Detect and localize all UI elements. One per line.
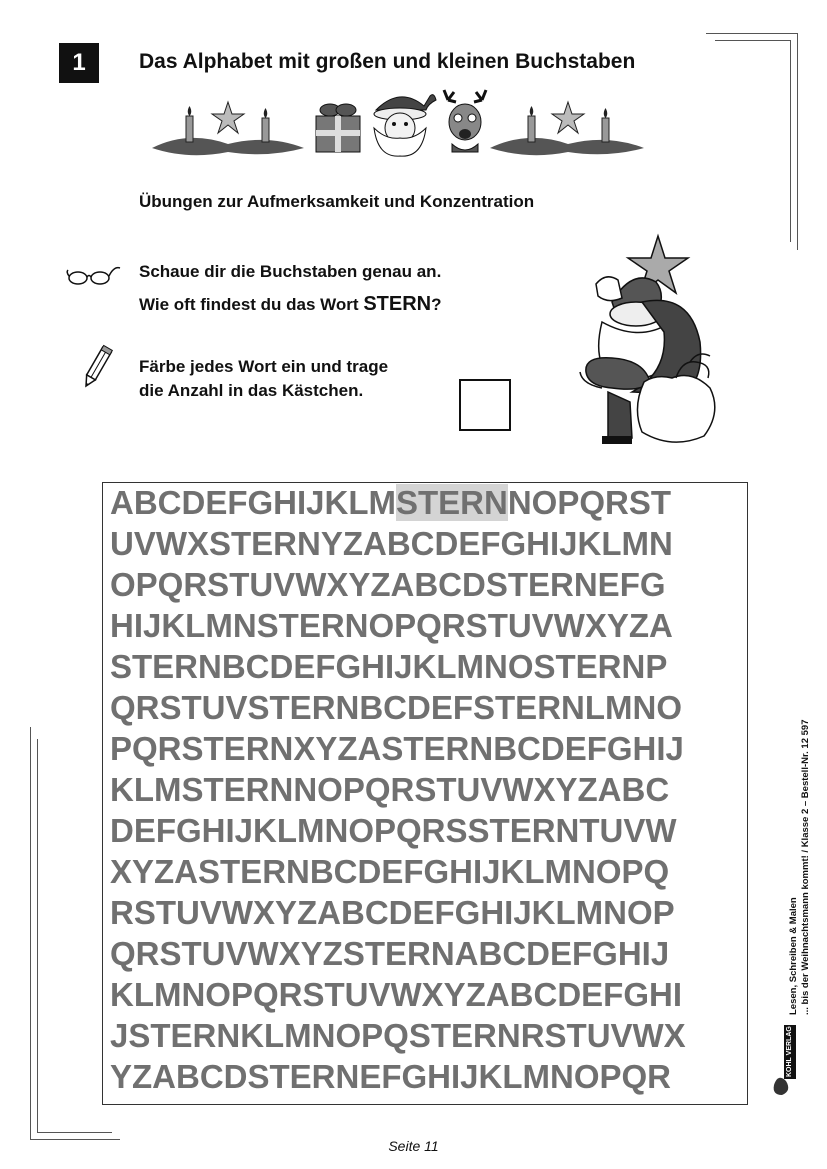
instruction-look-prefix: Wie oft findest du das Wort bbox=[139, 295, 364, 314]
puzzle-row bbox=[110, 1017, 686, 1055]
puzzle-segment: KLMNOPQRSTUVWXYZABCDEFGHI bbox=[110, 976, 682, 1013]
corner-line-top-v1 bbox=[797, 33, 798, 250]
puzzle-segment: XYZASTERNBCDEFGHIJKLMNOPQ bbox=[110, 853, 670, 890]
puzzle-segment: UVWXSTERNYZABCDEFGHIJKLMN bbox=[110, 525, 673, 562]
subtitle: Übungen zur Aufmerksamkeit und Konzentration bbox=[139, 192, 535, 211]
puzzle-segment: ABCDEFGHIJKLM bbox=[110, 484, 396, 521]
side-note bbox=[788, 720, 812, 1016]
instruction-look-line1: Schaue dir die Buchstaben genau an. bbox=[139, 262, 442, 281]
santa-face-illustration bbox=[374, 95, 436, 156]
puzzle-row bbox=[110, 484, 671, 522]
corner-line-bottom-h2 bbox=[37, 1132, 112, 1133]
corner-line-bottom-v1 bbox=[30, 727, 31, 1139]
reindeer-illustration bbox=[444, 90, 486, 152]
target-word: STERN bbox=[363, 293, 432, 315]
candle-garland-right-illustration bbox=[490, 102, 644, 155]
puzzle-row bbox=[110, 1058, 671, 1096]
instruction-look-suffix: ? bbox=[431, 295, 442, 314]
chapter-badge: 1 bbox=[59, 43, 99, 83]
instruction-look-line2 bbox=[139, 292, 442, 316]
pencil-icon bbox=[80, 343, 114, 391]
santa-with-star-illustration bbox=[572, 232, 724, 450]
corner-line-top-h1 bbox=[706, 33, 798, 34]
glasses-icon bbox=[64, 262, 122, 288]
corner-line-bottom-v2 bbox=[37, 739, 38, 1132]
puzzle-segment: KLMSTERNNOPQRSTUVWXYZABC bbox=[110, 771, 670, 808]
answer-box[interactable] bbox=[459, 379, 511, 431]
puzzle-row bbox=[110, 935, 669, 973]
puzzle-row bbox=[110, 812, 677, 850]
instruction-color-line2: die Anzahl in das Kästchen. bbox=[139, 381, 364, 400]
puzzle-segment: STERNBCDEFGHIJKLMNOSTERNP bbox=[110, 648, 668, 685]
puzzle-segment: DEFGHIJKLMNOPQRSSTERNTUVW bbox=[110, 812, 677, 849]
puzzle-segment: QRSTUVWXYZSTERNABCDEFGHIJ bbox=[110, 935, 670, 972]
puzzle-segment: NOPQRST bbox=[507, 484, 672, 521]
page-title: Das Alphabet mit großen und kleinen Buchstaben bbox=[139, 50, 636, 73]
puzzle-row bbox=[110, 525, 673, 563]
highlighted-word[interactable]: STERN bbox=[396, 484, 508, 521]
publisher-logo-mark bbox=[770, 1025, 798, 1097]
side-note-line2: ... bis der Weihnachtsmann kommt! / Klasse 2 – Bestell-Nr. 12 597 bbox=[800, 719, 811, 1015]
christmas-decoration-strip bbox=[148, 88, 648, 160]
gift-box-illustration bbox=[316, 104, 360, 152]
puzzle-row bbox=[110, 853, 669, 891]
puzzle-row bbox=[110, 976, 682, 1014]
puzzle-segment: JSTERNKLMNOPQSTERNRSTUVWX bbox=[110, 1017, 686, 1054]
puzzle-row bbox=[110, 771, 669, 809]
puzzle-segment: YZABCDSTERNEFGHIJKLMNOPQR bbox=[110, 1058, 672, 1095]
publisher-name: KOHL VERLAG bbox=[786, 1026, 793, 1077]
puzzle-segment: PQRSTERNXYZASTERNBCDEFGHIJ bbox=[110, 730, 684, 767]
corner-line-top-h2 bbox=[715, 40, 791, 41]
puzzle-segment: QRSTUVSTERNBCDEFSTERNLMNO bbox=[110, 689, 683, 726]
puzzle-row bbox=[110, 894, 675, 932]
side-note-line1: Lesen, Schreiben & Malen bbox=[788, 897, 799, 1015]
publisher-logo bbox=[770, 1025, 798, 1102]
puzzle-row bbox=[110, 730, 684, 768]
puzzle-segment: RSTUVWXYZABCDEFGHIJKLMNOP bbox=[110, 894, 675, 931]
puzzle-row bbox=[110, 689, 682, 727]
puzzle-segment: OPQRSTUVWXYZABCDSTERNEFG bbox=[110, 566, 666, 603]
page-number: Seite 11 bbox=[388, 1138, 439, 1154]
puzzle-row bbox=[110, 566, 666, 604]
candle-garland-left-illustration bbox=[152, 102, 304, 155]
puzzle-segment: HIJKLMNSTERNOPQRSTUVWXYZA bbox=[110, 607, 673, 644]
puzzle-row bbox=[110, 607, 673, 645]
corner-line-top-v2 bbox=[790, 40, 791, 242]
puzzle-row bbox=[110, 648, 667, 686]
instruction-color-line1: Färbe jedes Wort ein und trage bbox=[139, 357, 389, 376]
